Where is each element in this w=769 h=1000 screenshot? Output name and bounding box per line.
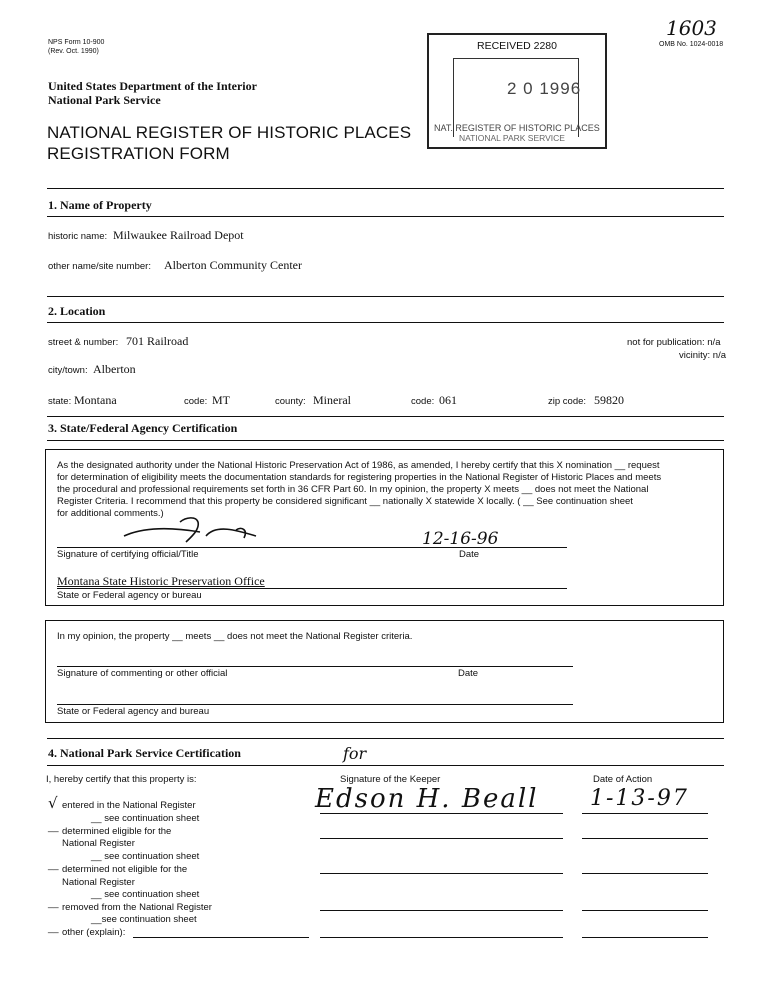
keeper-line-1 [320, 813, 563, 814]
state-code-value: MT [212, 393, 230, 407]
section1-heading: 1. Name of Property [48, 198, 152, 212]
keeper-line-5 [320, 937, 563, 938]
date-line-4 [582, 910, 708, 911]
entered-checkmark: √ [48, 794, 58, 812]
form-number: NPS Form 10-900 [48, 39, 105, 46]
certify-line5: for additional comments.) [57, 508, 164, 519]
eligible-mark: __ [48, 822, 59, 833]
not-eligible-mark: __ [48, 860, 59, 871]
certify-line1: As the designated authority under the National Historic Preservation Act of 1986, as amended, I hereby certify that this X nomination __ request [57, 460, 660, 471]
divider [47, 416, 724, 417]
date-line-1 [582, 813, 708, 814]
handwritten-number: 1603 [666, 16, 717, 40]
removed-mark: __ [48, 898, 59, 909]
nps-intro: I, hereby certify that this property is: [46, 774, 197, 785]
eligible-label-2: National Register [62, 838, 135, 849]
historic-name-label: historic name: [48, 231, 108, 242]
agency-line [57, 588, 567, 589]
city-value: Alberton [93, 362, 136, 376]
keeper-line-3 [320, 873, 563, 874]
entered-label: entered in the National Register [62, 800, 196, 811]
for-note: for [343, 744, 367, 763]
stamp-line2: NATIONAL PARK SERVICE [459, 133, 565, 143]
county-code-value: 061 [439, 393, 457, 407]
other-name-label: other name/site number: [48, 261, 151, 272]
certify-line2: for determination of eligibility meets the documentation standards for registering properties in the National Register of Historic Places and meets [57, 472, 662, 483]
not-for-publication: not for publication: n/a [627, 337, 721, 348]
section2-heading: 2. Location [48, 304, 106, 318]
zip-label: zip code: [548, 396, 587, 407]
eligible-continuation: __ see continuation sheet [91, 851, 200, 862]
other-label: other (explain): [62, 927, 126, 938]
state-code-label: code: [184, 396, 208, 407]
historic-name-value: Milwaukee Railroad Depot [113, 228, 244, 242]
comment-agency-line [57, 704, 573, 705]
form-title-line2: REGISTRATION FORM [47, 144, 230, 163]
date-of-action-label: Date of Action [593, 774, 653, 785]
keeper-line-2 [320, 838, 563, 839]
comment-signature-line [57, 666, 573, 667]
date-line-5 [582, 937, 708, 938]
certification-box [45, 449, 724, 606]
received-stamp [427, 33, 607, 149]
other-name-value: Alberton Community Center [164, 258, 302, 272]
date-line-2 [582, 838, 708, 839]
divider [47, 738, 724, 739]
divider [47, 188, 724, 189]
not-eligible-continuation: __ see continuation sheet [91, 889, 200, 900]
street-value: 701 Railroad [126, 334, 189, 348]
other-explain-line [133, 937, 309, 938]
official-signature [116, 512, 266, 552]
county-code-label: code: [411, 396, 435, 407]
stamp-received: RECEIVED 2280 [477, 40, 557, 52]
certify-line4: Register Criteria. I recommend that this property be considered significant __ nationally X statewide X locally. ( __ See continuation sheet [57, 496, 633, 507]
city-label: city/town: [48, 365, 88, 376]
agency-value: Montana State Historic Preservation Office [57, 574, 265, 588]
service-name: National Park Service [48, 93, 161, 107]
section4-heading: 4. National Park Service Certification [48, 746, 241, 760]
stamp-date: 2 0 1996 [507, 79, 582, 98]
action-date: 1-13-97 [590, 786, 689, 811]
omb-number: OMB No. 1024-0018 [659, 41, 724, 48]
state-label: state: [48, 396, 72, 407]
signature-label: Signature of certifying official/Title [57, 549, 199, 560]
state-value: Montana [74, 393, 117, 407]
form-revision: (Rev. Oct. 1990) [48, 48, 99, 55]
divider [47, 216, 724, 217]
divider [47, 765, 724, 766]
agency-label: State or Federal agency or bureau [57, 590, 202, 601]
signature-date: 12-16-96 [422, 529, 499, 549]
removed-continuation: __see continuation sheet [91, 914, 197, 925]
department-name: United States Department of the Interior [48, 79, 257, 93]
date-label: Date [459, 549, 480, 560]
comment-signature-label: Signature of commenting or other official [57, 668, 228, 679]
keeper-signature: Edson H. Beall [315, 784, 539, 814]
stamp-line1: NAT. REGISTER OF HISTORIC PLACES [434, 123, 600, 133]
divider [47, 440, 724, 441]
opinion-text: In my opinion, the property __ meets __ does not meet the National Register criteria. [57, 631, 413, 642]
form-title-line1: NATIONAL REGISTER OF HISTORIC PLACES [47, 123, 412, 142]
keeper-signature-label: Signature of the Keeper [340, 774, 441, 785]
zip-value: 59820 [594, 393, 624, 407]
not-eligible-label-2: National Register [62, 877, 135, 888]
section3-heading: 3. State/Federal Agency Certification [48, 421, 238, 435]
county-value: Mineral [313, 393, 351, 407]
divider [47, 296, 724, 297]
county-label: county: [275, 396, 306, 407]
certify-line3: the procedural and professional requirements set forth in 36 CFR Part 60. In my opinion, the property X meets __ does not meet the National [57, 484, 649, 495]
divider [47, 322, 724, 323]
street-label: street & number: [48, 337, 119, 348]
comment-agency-label: State or Federal agency and bureau [57, 706, 210, 717]
keeper-line-4 [320, 910, 563, 911]
removed-label: removed from the National Register [62, 902, 212, 913]
entered-continuation: __ see continuation sheet [91, 813, 200, 824]
vicinity: vicinity: n/a [679, 350, 726, 361]
other-mark: __ [48, 923, 59, 934]
comment-date-label: Date [458, 668, 479, 679]
comment-box [45, 620, 724, 723]
eligible-label: determined eligible for the [62, 826, 172, 837]
date-line-3 [582, 873, 708, 874]
not-eligible-label: determined not eligible for the [62, 864, 188, 875]
